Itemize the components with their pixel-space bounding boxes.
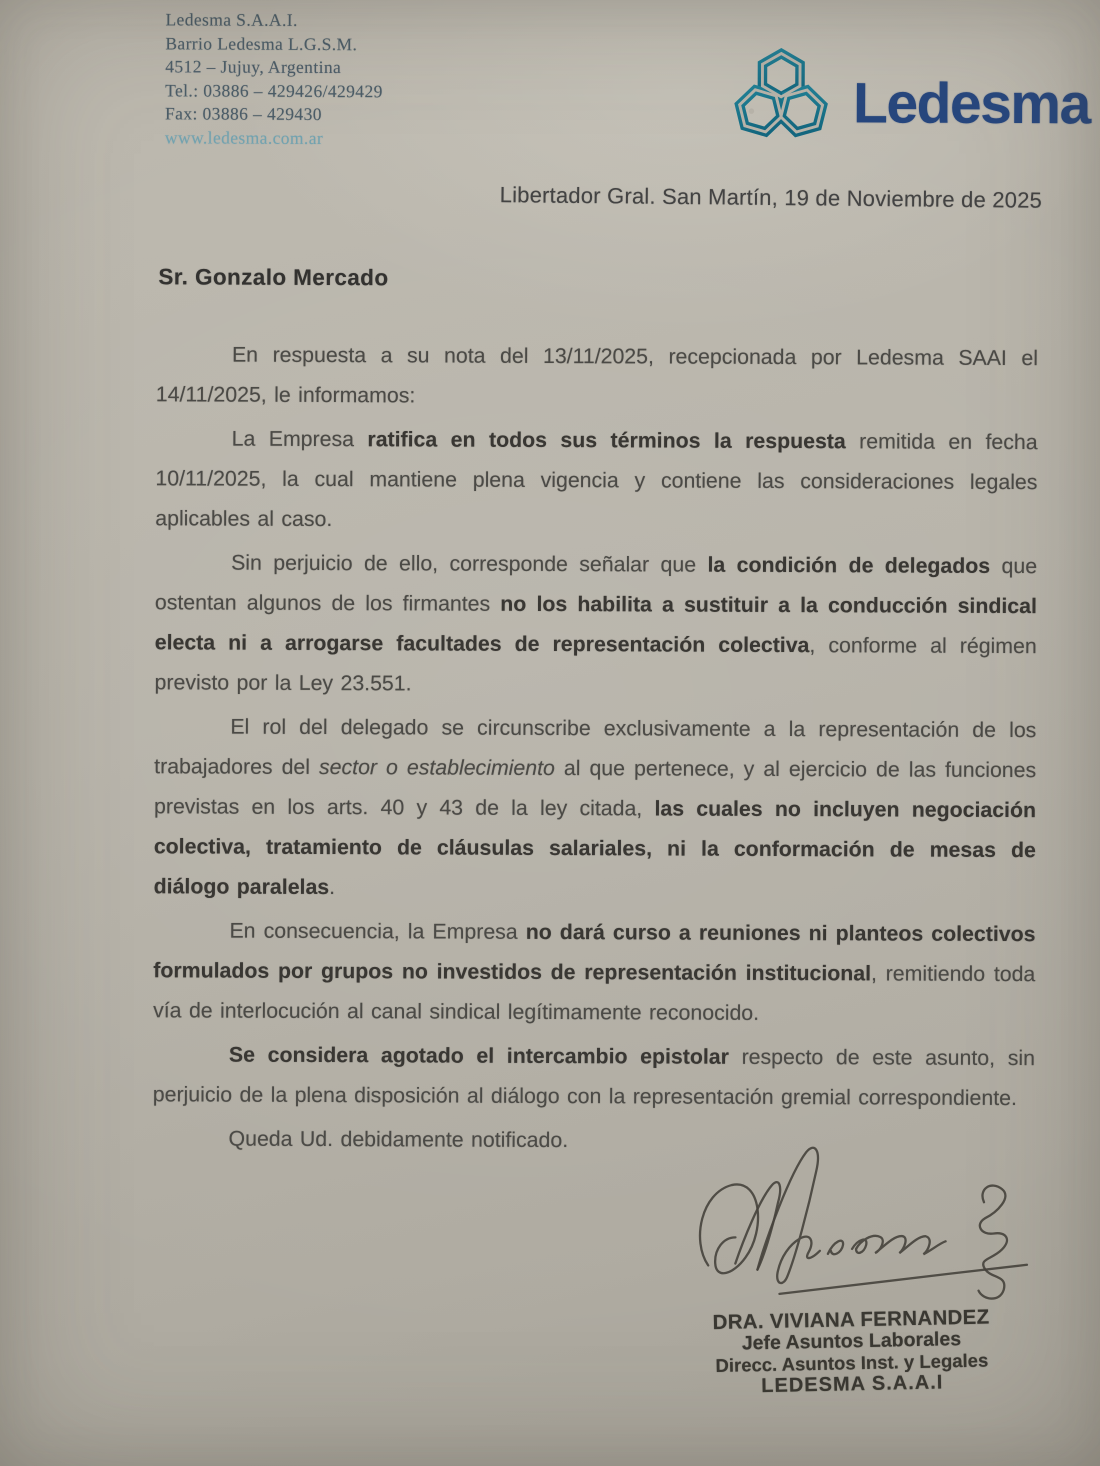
letter-paragraph: [155, 418, 1038, 542]
letterhead-website: www.ledesma.com.ar: [164, 127, 324, 148]
text: El rol del delegado se circunscribe exclusivamente a la representación de los trabajadores del: [154, 714, 1037, 779]
recipient-line: Sr. Gonzalo Mercado: [158, 264, 389, 291]
bold-text: ratifica en todos sus términos la respuesta: [367, 427, 846, 454]
letterhead-line: Ledesma S.A.A.I.: [165, 9, 298, 30]
signer-title: Jefe Asuntos Laborales: [741, 1328, 962, 1355]
bold-text: las cuales no incluyen negociación colectiva, tratamiento de cláusulas salariales, ni la conformación de mesas de diálogo paralelas: [153, 796, 1037, 900]
bold-text: no dará curso a reuniones ni planteos colectivos formulados por grupos no investidos de representación institucional: [153, 919, 1036, 986]
handwritten-signature: [683, 1144, 1046, 1314]
text: respecto de este asunto, sin perjuicio de la plena disposición al diálogo con la representación gremial correspondiente.: [152, 1044, 1035, 1111]
date-line: Libertador Gral. San Martín, 19 de Noviembre de 2025: [499, 182, 1043, 213]
text: que ostentan algunos de los firmantes: [154, 553, 1038, 616]
ledesma-knot-icon: [727, 47, 835, 151]
logo-wordmark: Ledesma: [852, 71, 1090, 137]
text: al que pertenece, y al ejercicio de las funciones previstas en los arts. 40 y 43 de la ley citada,: [153, 756, 1037, 821]
letter-paragraph: [153, 910, 1036, 1034]
text: La Empresa: [231, 426, 368, 452]
italic-text: sector o establecimiento: [319, 754, 555, 781]
signer-department: Direcc. Asuntos Inst. y Legales: [715, 1349, 989, 1377]
text: Sin perjuicio de ello, corresponde señalar que: [231, 550, 708, 577]
text: En respuesta a su nota del 13/11/2025, recepcionada por Ledesma SAAI el 14/11/2025, le informamos:: [155, 342, 1039, 408]
text: , remitiendo toda vía de interlocución al canal sindical legítimamente reconocido.: [153, 961, 1036, 1025]
company-logo: [727, 47, 1090, 153]
letterhead: [165, 8, 383, 151]
letter-paragraph: [156, 334, 1038, 418]
text: En consecuencia, la Empresa: [229, 918, 526, 944]
letterhead-lines: [165, 8, 383, 127]
letter-paragraph: [154, 706, 1037, 910]
letter-body: [152, 334, 1038, 1166]
letterhead-line: 4512 – Jujuy, Argentina: [165, 56, 342, 78]
bold-text: Se considera agotado el intercambio epistolar: [228, 1042, 730, 1069]
letterhead-line: Tel.: 03886 – 429426/429429: [165, 80, 383, 102]
signer-company: LEDESMA S.A.A.I: [761, 1371, 944, 1398]
text: , conforme al régimen previsto por la Ley 23.551.: [154, 633, 1037, 696]
text: .: [329, 875, 336, 900]
signer-name: DRA. VIVIANA FERNANDEZ: [712, 1305, 990, 1335]
text: Queda Ud. debidamente notificado.: [228, 1126, 569, 1153]
text: remitida en fecha 10/11/2025, la cual mantiene plena vigencia y contiene las consideraciones legales aplicables al caso.: [155, 429, 1038, 532]
signature-stamp: [696, 1306, 1008, 1398]
letter-paragraph: [154, 542, 1037, 706]
letter-paragraph: [153, 1034, 1035, 1118]
letterhead-line: Fax: 03886 – 429430: [165, 103, 322, 125]
bold-text: la condición de delegados: [707, 552, 991, 578]
bold-text: no los habilita a sustituir a la conducción sindical electa ni a arrogarse facultades de representación colectiva: [154, 591, 1037, 658]
letterhead-line: Barrio Ledesma L.G.S.M.: [165, 32, 358, 54]
